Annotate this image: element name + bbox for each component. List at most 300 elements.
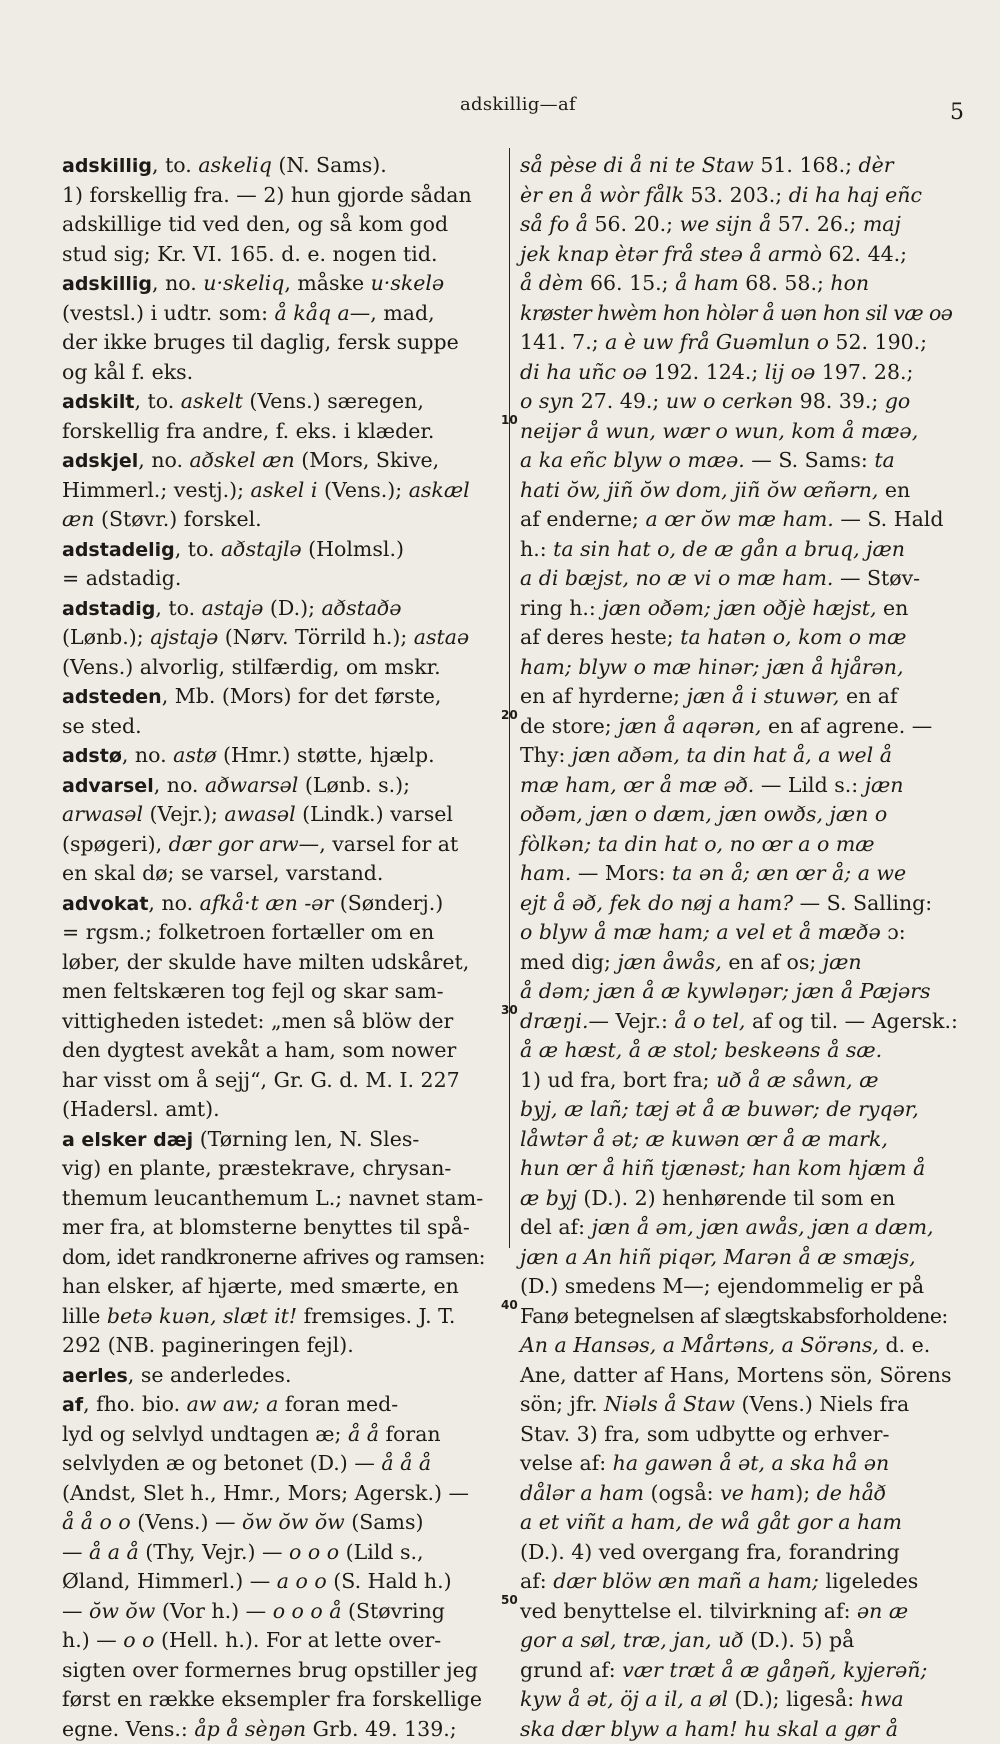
text-line	[520, 859, 960, 889]
dialect-form: aðstaðə	[322, 596, 402, 620]
text-segment: en	[877, 596, 909, 620]
dialect-form: jæn	[865, 773, 904, 797]
dialect-form: awasəl	[224, 802, 295, 826]
dialect-form: o o o å	[273, 1599, 342, 1623]
text-line	[520, 653, 960, 683]
text-segment: foran	[379, 1422, 441, 1446]
line-marker: 40	[501, 1298, 518, 1312]
text-line	[520, 1125, 960, 1155]
dialect-form: å kåq a—	[275, 301, 371, 325]
text-segment: (Vens.) særegen,	[243, 389, 424, 413]
text-segment: (Nørv. Törrild h.);	[218, 625, 414, 649]
text-line	[62, 918, 499, 948]
text-segment: lyd og selvlyd undtagen æ;	[62, 1422, 348, 1446]
text-segment: , to.	[152, 153, 198, 177]
headword: adskillig	[62, 273, 152, 295]
text-segment: (Mors, Skive,	[295, 448, 439, 472]
text-segment: 51. 168.;	[754, 153, 859, 177]
dialect-form: å dəm; jæn å æ kywləŋər; jæn å Pæjərs	[520, 979, 931, 1003]
text-segment: (Lild s.,	[339, 1540, 423, 1564]
dialect-form: An a Hansəs, a Mårtəns, a Sörəns,	[520, 1333, 879, 1357]
text-line	[62, 1715, 499, 1744]
text-line	[62, 151, 499, 181]
line-marker: 20	[501, 708, 518, 722]
text-segment: (D.). 2) henhørende til som en	[577, 1186, 895, 1210]
dialect-form: neijər å wun, wær o wun, kom å mæə,	[520, 419, 918, 443]
text-segment: d. e.	[879, 1333, 930, 1357]
text-segment: — Mors:	[571, 861, 672, 885]
text-segment: af:	[520, 1569, 553, 1593]
dialect-form: å å o o	[62, 1510, 131, 1534]
dialect-form: ajstajə	[150, 625, 218, 649]
headword: adstadelig	[62, 539, 175, 561]
text-segment: , to.	[175, 537, 221, 561]
text-segment: Grb. 49. 139.;	[306, 1717, 457, 1741]
text-line	[62, 181, 499, 211]
text-line	[62, 505, 499, 535]
dialect-form: a ka eñc blyw o mæə.	[520, 448, 745, 472]
text-line	[62, 240, 499, 270]
text-line	[62, 1626, 499, 1656]
text-segment: en skal dø; se varsel, varstand.	[62, 861, 383, 885]
text-line	[520, 1626, 960, 1656]
text-segment: (Sønderj.)	[333, 891, 443, 915]
text-segment: dom, idet randkronerne afrives og ramsen:	[62, 1245, 485, 1269]
text-segment: mer fra, at blomsterne benyttes til spå-	[62, 1215, 470, 1239]
text-segment: en af	[839, 684, 897, 708]
dialect-form: dær blöw æn mañ a ham;	[553, 1569, 819, 1593]
text-line	[62, 387, 499, 417]
left-column	[62, 151, 499, 1744]
text-segment: (Støvring	[342, 1599, 445, 1623]
text-line	[62, 1213, 499, 1243]
text-segment: en	[878, 478, 910, 502]
dialect-form: a œr ŏw mæ ham.	[645, 507, 833, 531]
text-segment: themum leucanthemum L.; navnet stam-	[62, 1186, 483, 1210]
text-segment: (N. Sams).	[272, 153, 387, 177]
text-segment: løber, der skulde have milten udskåret,	[62, 950, 469, 974]
text-segment: sigten over formernes brug opstiller jeg	[62, 1658, 478, 1682]
text-segment: (Sams)	[345, 1510, 424, 1534]
dialect-form: ha gawən å ət, a ska hå ən	[613, 1451, 890, 1475]
text-line	[62, 889, 499, 919]
text-segment: først en række eksempler fra forskellige	[62, 1687, 482, 1711]
text-segment: Stav. 3) fra, som udbytte og erhver-	[520, 1422, 889, 1446]
text-segment: = rgsm.; folketroen fortæller om en	[62, 920, 434, 944]
text-segment: (Holmsl.)	[302, 537, 404, 561]
text-segment: forskellig fra andre, f. eks. i klæder.	[62, 419, 434, 443]
text-segment: 1) forskellig fra. — 2) hun gjorde sådan	[62, 183, 472, 207]
dialect-form: a di bæjst, no æ vi o mæ ham.	[520, 566, 833, 590]
text-line	[520, 387, 960, 417]
text-line	[62, 653, 499, 683]
dialect-form: æn	[62, 507, 94, 531]
text-segment: af enderne;	[520, 507, 645, 531]
column-divider	[509, 148, 510, 1248]
text-segment: han elsker, af hjærte, med smærte, en	[62, 1274, 459, 1298]
text-segment: med dig;	[520, 950, 617, 974]
text-line	[62, 476, 499, 506]
text-segment: , to.	[134, 389, 180, 413]
dialect-form: askelt	[181, 389, 243, 413]
text-segment: , mad,	[370, 301, 434, 325]
text-line	[520, 1213, 960, 1243]
text-segment: 141. 7.;	[520, 330, 605, 354]
text-line	[62, 535, 499, 565]
dialect-form: å ham	[675, 271, 739, 295]
text-segment: (Vens.) —	[131, 1510, 242, 1534]
dialect-form: arwasəl	[62, 802, 143, 826]
text-segment: ligeledes	[819, 1569, 918, 1593]
text-segment: egne. Vens.:	[62, 1717, 194, 1741]
dialect-form: oðəm, jæn o dæm, jæn owðs, jæn o	[520, 802, 887, 826]
text-segment: (Vens.);	[317, 478, 408, 502]
text-line	[520, 1331, 960, 1361]
dialect-form: å a å	[89, 1540, 139, 1564]
text-line	[520, 771, 960, 801]
text-line	[62, 1036, 499, 1066]
text-line	[520, 977, 960, 1007]
text-line	[520, 535, 960, 565]
text-segment: og kål f. eks.	[62, 360, 193, 384]
text-segment: , no.	[138, 448, 189, 472]
dialect-form: ta sin hat o, de æ gån a bruq, jæn	[553, 537, 905, 561]
dialect-form: kyw å ət, öj a il, a øl	[520, 1687, 728, 1711]
text-segment: vittigheden istedet: „men så blöw der	[62, 1009, 453, 1033]
text-segment: — S. Hald	[834, 507, 944, 531]
dialect-form: jæn åwås,	[617, 950, 721, 974]
dialect-form: ta ən å; æn œr å; a we	[672, 861, 906, 885]
text-line	[62, 1449, 499, 1479]
text-segment: );	[795, 1481, 816, 1505]
dialect-form: låwtər å ət; æ kuwən œr å æ mark,	[520, 1127, 888, 1151]
dialect-form: ejt å əð, fek do nøj a ham?	[520, 891, 793, 915]
dialect-form: åp å sèŋən	[194, 1717, 306, 1741]
text-line	[62, 830, 499, 860]
dialect-form: di ha uñc oə	[520, 360, 647, 384]
text-segment: (Lindk.) varsel	[296, 802, 453, 826]
text-segment: —	[62, 1599, 89, 1623]
text-segment: (Vor h.) —	[155, 1599, 272, 1623]
dialect-form: ŏw ŏw ŏw	[242, 1510, 345, 1534]
dialect-form: ham.	[520, 861, 571, 885]
text-segment: Himmerl.; vestj.);	[62, 478, 251, 502]
text-line	[62, 1567, 499, 1597]
text-segment: foran med-	[278, 1392, 398, 1416]
running-title: adskillig—af	[460, 94, 576, 115]
text-segment: (Thy, Vejr.) —	[139, 1540, 289, 1564]
text-segment: (Lønb. s.);	[298, 773, 410, 797]
dialect-form: ve ham	[720, 1481, 795, 1505]
text-segment: se sted.	[62, 714, 142, 738]
dialect-form: vær træt å æ gåŋəñ, kyjerəñ;	[622, 1658, 927, 1682]
text-segment: (Vens.) alvorlig, stilfærdig, om mskr.	[62, 655, 441, 679]
text-segment: (D.). 4) ved overgang fra, forandring	[520, 1540, 900, 1564]
text-line	[62, 1597, 499, 1627]
text-line	[62, 299, 499, 329]
dialect-form: aðstajlə	[221, 537, 302, 561]
text-line	[520, 1508, 960, 1538]
page-header	[0, 94, 1000, 124]
dialect-form: jek knap ètər frå steə å armò	[520, 242, 822, 266]
text-line	[520, 889, 960, 919]
text-segment: (også:	[644, 1481, 720, 1505]
text-segment: — S. Salling:	[793, 891, 932, 915]
text-segment: , fho. bio.	[83, 1392, 187, 1416]
headword: adskillig	[62, 155, 152, 177]
text-line	[62, 1154, 499, 1184]
text-segment: , no.	[152, 271, 203, 295]
text-line	[520, 830, 960, 860]
dialect-form: u·skelə	[371, 271, 444, 295]
text-line	[520, 1272, 960, 1302]
headword: adskjel	[62, 450, 138, 472]
text-segment: (D.);	[263, 596, 321, 620]
dialect-form: astø	[173, 743, 216, 767]
text-line	[520, 594, 960, 624]
text-line	[62, 1184, 499, 1214]
dialect-form: jæn aðəm, ta din hat å, a wel å	[572, 743, 892, 767]
text-line	[62, 1007, 499, 1037]
text-segment: har visst om å sejj“, Gr. G. d. M. I. 227	[62, 1068, 460, 1092]
text-line	[520, 476, 960, 506]
text-line	[520, 1479, 960, 1509]
text-segment: (vestsl.) i udtr. som:	[62, 301, 275, 325]
text-line	[520, 240, 960, 270]
dialect-form: jæn oðəm; jæn oðjè hæjst,	[602, 596, 876, 620]
text-segment: (D.). 5) på	[744, 1628, 855, 1652]
dialect-form: krøster hwèm hon hòlər å uən hon sil væ oə	[520, 301, 952, 325]
text-segment: 66. 15.;	[583, 271, 675, 295]
dialect-form: hun œr å hiñ tjænəst; han kom hjæm å	[520, 1156, 925, 1180]
dialect-form: Niəls å Staw	[604, 1392, 735, 1416]
text-segment: ved benyttelse el. tilvirkning af:	[520, 1599, 857, 1623]
dialect-form: byj, æ lañ; tæj ət å æ buwər; de ryqər,	[520, 1097, 919, 1121]
text-segment: 68. 58.;	[739, 271, 831, 295]
text-line	[520, 1243, 960, 1273]
text-segment: (D.); ligeså:	[728, 1687, 861, 1711]
text-segment: stud sig; Kr. VI. 165. d. e. nogen tid.	[62, 242, 438, 266]
text-line	[520, 1036, 960, 1066]
dialect-form: ən æ	[857, 1599, 908, 1623]
text-segment: , se anderledes.	[128, 1363, 292, 1387]
dialect-form: å å	[348, 1422, 379, 1446]
text-line	[520, 1449, 960, 1479]
text-line	[62, 623, 499, 653]
dialect-form: ta	[874, 448, 894, 472]
text-line	[520, 269, 960, 299]
line-marker: 50	[501, 1593, 518, 1607]
text-line	[520, 299, 960, 329]
text-line	[520, 1538, 960, 1568]
text-segment: lille	[62, 1304, 107, 1328]
dialect-form: gor a søl, træ, jan, uð	[520, 1628, 744, 1652]
dialect-form: we sijn å	[680, 212, 772, 236]
text-segment: der ikke bruges til daglig, fersk suppe	[62, 330, 459, 354]
text-segment: Fanø betegnelsen af slægtskabsforholdene:	[520, 1304, 948, 1328]
text-line	[520, 1154, 960, 1184]
text-segment: men feltskæren tog fejl og skar sam-	[62, 979, 444, 1003]
text-segment: selvlyden æ og betonet (D.) —	[62, 1451, 381, 1475]
text-segment: , no.	[122, 743, 173, 767]
text-segment: = adstadig.	[62, 566, 181, 590]
text-line	[520, 358, 960, 388]
text-segment: af og til. — Agersk.:	[745, 1009, 957, 1033]
text-segment: Thy:	[520, 743, 572, 767]
dialect-form: èr en å wòr fålk	[520, 183, 684, 207]
text-line	[520, 1420, 960, 1450]
text-line	[62, 1302, 499, 1332]
headword: advokat	[62, 893, 148, 915]
dialect-form: jæn å i stuwər,	[687, 684, 840, 708]
dialect-form: aw aw; a	[187, 1392, 279, 1416]
text-segment: grund af:	[520, 1658, 622, 1682]
dialect-form: di ha haj eñc	[789, 183, 922, 207]
text-segment: (Hmr.) støtte, hjælp.	[216, 743, 434, 767]
text-line	[520, 741, 960, 771]
text-segment: 292 (NB. pagineringen fejl).	[62, 1333, 354, 1357]
text-segment: de store;	[520, 714, 618, 738]
dialect-form: jæn	[823, 950, 862, 974]
dialect-form: å å å	[381, 1451, 431, 1475]
dialect-form: a è uw frå Guəmlun o	[605, 330, 829, 354]
text-segment: , no.	[154, 773, 205, 797]
text-segment: , to.	[155, 596, 201, 620]
dialect-form: de håð	[817, 1481, 887, 1505]
text-segment: — S. Sams:	[745, 448, 875, 472]
text-line	[520, 151, 960, 181]
text-segment: en af agrene. —	[761, 714, 932, 738]
text-line	[62, 564, 499, 594]
text-segment: 52. 190.;	[829, 330, 927, 354]
text-segment: del af:	[520, 1215, 592, 1239]
text-segment: en af os;	[722, 950, 823, 974]
text-line	[62, 594, 499, 624]
text-line	[520, 1390, 960, 1420]
headword: adstø	[62, 745, 122, 767]
text-segment: 62. 44.;	[822, 242, 907, 266]
dialect-form: hon	[830, 271, 869, 295]
dialect-form: askel i	[251, 478, 318, 502]
text-line	[62, 1538, 499, 1568]
dialect-form: jæn å aqərən,	[618, 714, 761, 738]
text-segment: (Andst, Slet h., Hmr., Mors; Agersk.) —	[62, 1481, 469, 1505]
text-line	[62, 358, 499, 388]
dialect-form: å dèm	[520, 271, 583, 295]
dialect-form: dræŋi.	[520, 1009, 588, 1033]
dialect-form: uw o cerkən	[666, 389, 793, 413]
text-segment: velse af:	[520, 1451, 613, 1475]
dialect-form: o syn	[520, 389, 574, 413]
text-line	[520, 417, 960, 447]
text-segment: den dygtest avekåt a ham, som nower	[62, 1038, 456, 1062]
text-line	[520, 1007, 960, 1037]
text-segment: ring h.:	[520, 596, 602, 620]
text-line	[62, 1243, 499, 1273]
dialect-form: u·skeliq	[203, 271, 284, 295]
headword: af	[62, 1394, 83, 1416]
dialect-form: dålər a ham	[520, 1481, 644, 1505]
dialect-form: afkå·t æn -ər	[200, 891, 334, 915]
dialect-form: å æ hæst, å æ stol; beskeəns å sæ.	[520, 1038, 882, 1062]
text-line	[520, 1302, 960, 1332]
text-line	[520, 1715, 960, 1744]
text-segment: —	[62, 1540, 89, 1564]
text-line	[520, 1066, 960, 1096]
dialect-form: ta hatən o, kom o mæ	[680, 625, 906, 649]
text-line	[62, 977, 499, 1007]
text-segment: vig) en plante, præstekrave, chrysan-	[62, 1156, 451, 1180]
text-line	[520, 712, 960, 742]
text-segment: — Lild s.:	[754, 773, 864, 797]
text-segment: af deres heste;	[520, 625, 680, 649]
text-segment: 98. 39.;	[793, 389, 885, 413]
text-line	[62, 446, 499, 476]
text-line	[62, 328, 499, 358]
text-line	[520, 918, 960, 948]
text-line	[520, 1656, 960, 1686]
dialect-form: æ byj	[520, 1186, 577, 1210]
text-line	[62, 1420, 499, 1450]
text-line	[520, 623, 960, 653]
text-segment: 27. 49.;	[574, 389, 666, 413]
text-line	[520, 1597, 960, 1627]
text-line	[520, 1567, 960, 1597]
dialect-form: ham; blyw o mæ hinər; jæn å hjårən,	[520, 655, 904, 679]
text-line	[62, 1685, 499, 1715]
dialect-form: o o o	[289, 1540, 339, 1564]
text-line	[62, 1390, 499, 1420]
dialect-form: ska dær blyw a ham! hu skal a gør å	[520, 1717, 898, 1741]
text-line	[62, 210, 499, 240]
text-segment: (Vejr.);	[143, 802, 224, 826]
dialect-form: så fo å	[520, 212, 588, 236]
line-marker: 30	[501, 1003, 518, 1017]
text-segment: 56. 20.;	[588, 212, 680, 236]
text-segment: 57. 26.;	[771, 212, 863, 236]
headword: adsteden	[62, 686, 162, 708]
text-line	[62, 1361, 499, 1391]
text-line	[520, 564, 960, 594]
text-segment: — Vejr.:	[588, 1009, 674, 1033]
dialect-form: go	[885, 389, 910, 413]
dialect-form: aðskel æn	[190, 448, 295, 472]
text-segment: , no.	[148, 891, 199, 915]
text-segment: Øland, Himmerl.) —	[62, 1569, 277, 1593]
dialect-form: o o	[123, 1628, 154, 1652]
dialect-form: hwa	[861, 1687, 904, 1711]
dialect-form: mæ ham, œr å mæ əð.	[520, 773, 754, 797]
headword: adskilt	[62, 391, 134, 413]
dialect-form: ŏw ŏw	[89, 1599, 155, 1623]
dialect-form: dèr	[859, 153, 894, 177]
dialect-form: så pèse di å ni te Staw	[520, 153, 754, 177]
text-line	[62, 1656, 499, 1686]
dialect-form: lij oə	[765, 360, 815, 384]
text-segment: (S. Hald h.)	[327, 1569, 452, 1593]
text-line	[520, 181, 960, 211]
dialect-form: betə kuən, slæt it!	[107, 1304, 297, 1328]
text-line	[520, 682, 960, 712]
text-line	[62, 771, 499, 801]
line-marker: 10	[501, 413, 518, 427]
text-line	[520, 1685, 960, 1715]
dialect-form: å o tel,	[674, 1009, 745, 1033]
text-line	[62, 269, 499, 299]
text-line	[520, 800, 960, 830]
text-line	[520, 210, 960, 240]
headword: advarsel	[62, 775, 154, 797]
